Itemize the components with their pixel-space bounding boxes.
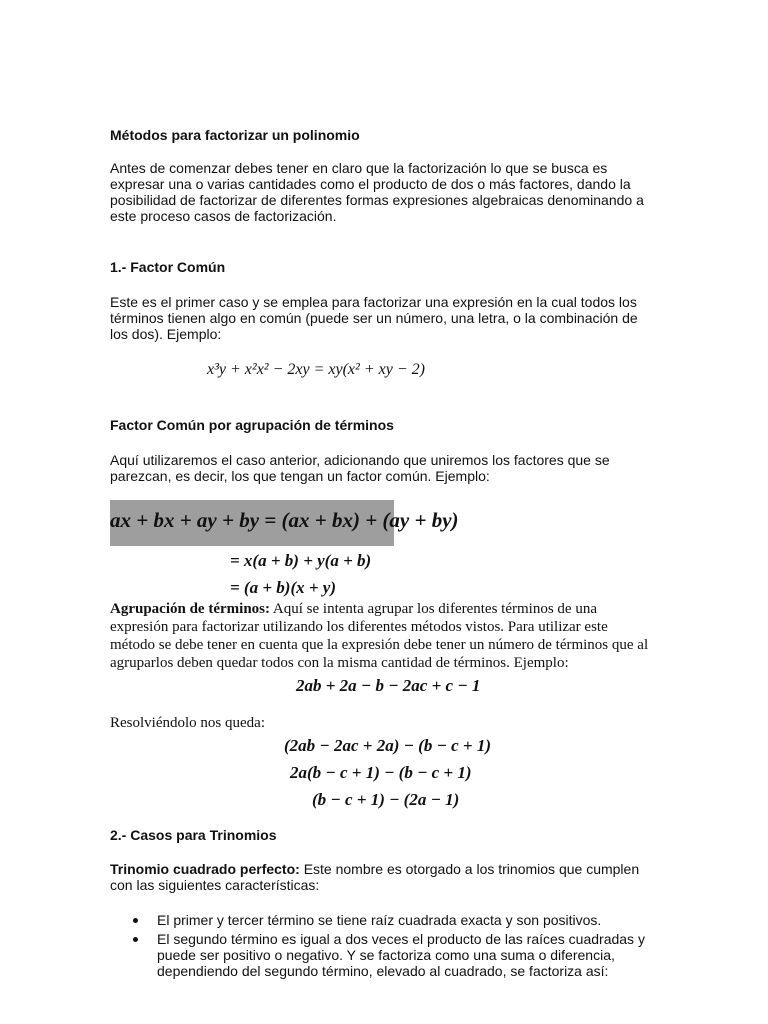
section1-paragraph: Este es el primer caso y se emplea para factorizar una expresión en la cual todos los términos tienen algo en común (puede ser un número, una letra, o la combinación de los dos). Ejemplo: <box>110 294 638 342</box>
agrupacion-equation: 2ab + 2a − b − 2ac + c − 1 <box>296 676 481 695</box>
characteristics-list <box>110 912 655 982</box>
agrupacion-step1: (2ab − 2ac + 2a) − (b − c + 1) <box>284 736 492 755</box>
agrupacion-step2: 2a(b − c + 1) − (b − c + 1) <box>290 763 472 782</box>
agrupacion-paragraph <box>110 600 655 672</box>
trinomio-text: Este nombre es otorgado a los trinomios que cumplen con las siguientes características: <box>110 861 640 893</box>
grouping-equation-line1: ax + bx + ay + by = (ax + bx) + (ay + by) <box>110 508 459 532</box>
factor-comun-equation: x³y + x²x² − 2xy = xy(x² + xy − 2) <box>207 361 425 378</box>
section1-heading: 1.- Factor Común <box>110 259 226 275</box>
list-item <box>110 912 655 928</box>
list-item <box>110 931 655 979</box>
bullet-icon <box>133 937 138 942</box>
grouping-equation-line3: = (a + b)(x + y) <box>230 578 337 597</box>
list-item-text: El primer y tercer término se tiene raíz cuadrada exacta y son positivos. <box>157 912 602 928</box>
agrupacion-label: Agrupación de términos: <box>110 601 270 617</box>
section2-heading: 2.- Casos para Trinomios <box>110 827 277 843</box>
grouping-paragraph: Aquí utilizaremos el caso anterior, adicionando que uniremos los factores que se parezcan, es decir, los que tengan un factor común. Ejemplo: <box>110 452 610 484</box>
trinomio-label: Trinomio cuadrado perfecto: <box>110 861 300 877</box>
agrupacion-text: Aquí se intenta agrupar los diferentes términos de una expresión para factorizar utilizando los diferentes métodos vistos. Para utilizar este método se debe tener en cuenta que la expresión debe tener un número de términos que al agruparlos deben quedar todos con la misma cantidad de términos. Ejemplo: <box>110 601 649 671</box>
grouping-heading: Factor Común por agrupación de términos <box>110 417 394 433</box>
page-title: Métodos para factorizar un polinomio <box>110 127 360 143</box>
grouping-equation-line2: = x(a + b) + y(a + b) <box>230 551 372 570</box>
intro-paragraph: Antes de comenzar debes tener en claro que la factorización lo que se busca es expresar una o varias cantidades como el producto de dos o más factores, dando la posibilidad de factorizar de diferentes formas expresiones algebraicas denominando a este proceso casos de factorización. <box>110 160 644 224</box>
grouping-equation-highlight <box>110 500 459 546</box>
trinomio-paragraph <box>110 861 655 893</box>
agrupacion-step3: (b − c + 1) − (2a − 1) <box>312 790 460 809</box>
bullet-icon <box>133 918 138 923</box>
list-item-text: El segundo término es igual a dos veces el producto de las raíces cuadradas y puede ser positivo o negativo. Y se factoriza como una suma o diferencia, dependiendo del segundo término, elevado al cuadrado, se factoriza así: <box>157 931 645 979</box>
resolving-label: Resolviéndolo nos queda: <box>110 715 265 731</box>
